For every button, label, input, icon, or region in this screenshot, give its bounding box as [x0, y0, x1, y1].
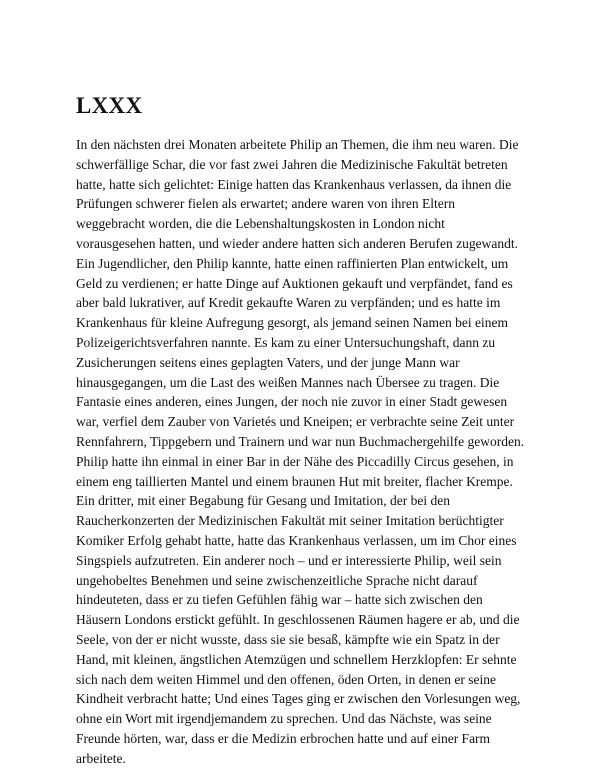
chapter-heading: LXXX: [76, 93, 143, 118]
document-page: [76, 93, 526, 769]
chapter-body-paragraph: In den nächsten drei Monaten arbeitete Philip an Themen, die ihm neu waren. Die schwerfällige Schar, die vor fast zwei Jahren die Medizinische Fakultät betreten hatte, hatte sich gelichtet: Einige hatten das Krankenhaus verlassen, da ihnen die Prüfungen schwerer fielen als erwartet; andere waren von ihren Eltern weggebracht worden, die die Lebenshaltungskosten in London nicht vorausgesehen hatten, und wieder andere hatten sich anderen Berufen zugewandt. Ein Jugendlicher, den Philip kannte, hatte einen raffinierten Plan entwickelt, um Geld zu verdienen; er hatte Dinge auf Auktionen gekauft und verpfändet, fand es aber bald lukrativer, auf Kredit gekaufte Waren zu verpfänden; und es hatte im Krankenhaus für kleine Aufregung gesorgt, als jemand seinen Namen bei einem Polizeigerichtsverfahren nannte. Es kam zu einer Untersuchungshaft, dann zu Zusicherungen seitens eines geplagten Vaters, und der junge Mann war hinausgegangen, um die Last des weißen Mannes nach Übersee zu tragen. Die Fantasie eines anderen, eines Jungen, der noch nie zuvor in einer Stadt gewesen war, verfiel dem Zauber von Varietés und Kneipen; er verbrachte seine Zeit unter Rennfahrern, Tippgebern und Trainern und war nun Buchmachergehilfe geworden. Philip hatte ihn einmal in einer Bar in der Nähe des Piccadilly Circus gesehen, in einem eng taillierten Mantel und einem braunen Hut mit breiter, flacher Krempe. Ein dritter, mit einer Begabung für Gesang und Imitation, der bei den Raucherkonzerten der Medizinischen Fakultät mit seiner Imitation berüchtigter Komiker Erfolg gehabt hatte, hatte das Krankenhaus verlassen, um im Chor eines Singspiels aufzutreten. Ein anderer noch – und er interessierte Philip, weil sein ungehobeltes Benehmen und seine zwischenzeitliche Sprache nicht darauf hindeuteten, dass er zu tiefen Gefühlen fähig war – hatte sich zwischen den Häusern Londons erstickt gefühlt. In geschlossenen Räumen hagere er ab, und die Seele, von der er nicht wusste, dass sie sie besaß, kämpfte wie ein Spatz in der Hand, mit kleinen, ängstlichen Atemzügen und schnellem Herzklopfen: Er sehnte sich nach dem weiten Himmel und den offenen, öden Orten, in denen er seine Kindheit verbracht hatte; Und eines Tages ging er zwischen den Vorlesungen weg, ohne ein Wort mit irgendjemandem zu sprechen. Und das Nächste, was seine Freunde hörten, war, dass er die Medizin erbrochen hatte und auf einer Farm arbeitete.: [76, 137, 525, 766]
